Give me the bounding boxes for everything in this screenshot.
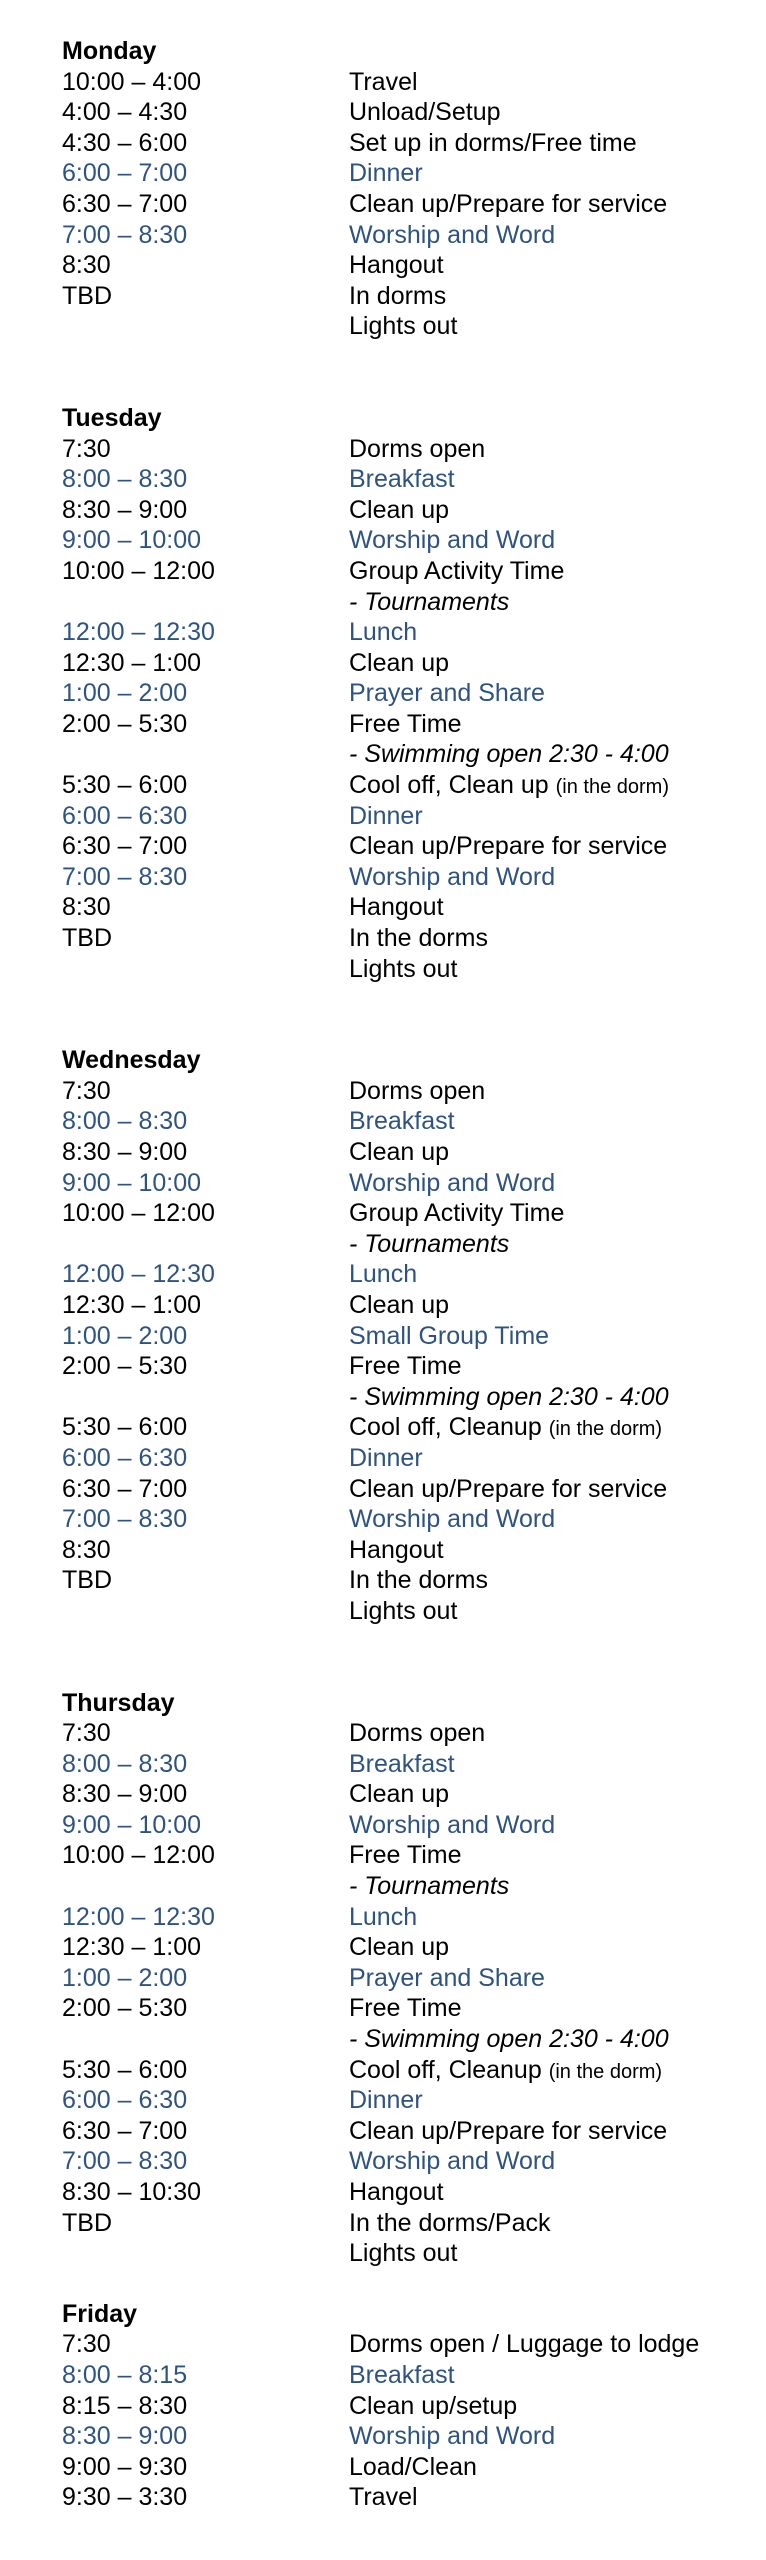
time-slot: 6:30 – 7:00 <box>62 832 188 861</box>
activity-label <box>349 1474 752 1505</box>
activity-text: Dinner <box>349 2086 423 2115</box>
activity-label <box>349 2055 752 2086</box>
time-slot: 10:00 – 12:00 <box>62 556 215 585</box>
time-slot: 1:00 – 2:00 <box>62 1321 188 1350</box>
schedule-row <box>62 1076 752 1107</box>
activity-label <box>349 1290 752 1321</box>
time-slot: 6:00 – 6:30 <box>62 2086 188 2115</box>
activity-text: Lunch <box>349 1902 418 1931</box>
time-slot: 7:00 – 8:30 <box>62 862 188 891</box>
activity-label <box>349 801 752 832</box>
activity-text: Clean up/Prepare for service <box>349 189 668 218</box>
activity-text: Unload/Setup <box>349 98 501 127</box>
activity-label <box>349 892 752 923</box>
activity-note <box>349 2024 752 2055</box>
schedule-row <box>62 1810 752 1841</box>
schedule-row <box>62 1382 752 1413</box>
time-slot: 9:00 – 9:30 <box>62 2452 188 2481</box>
schedule-row <box>62 1932 752 1963</box>
time-slot: 6:30 – 7:00 <box>62 1474 188 1503</box>
activity-label <box>349 1137 752 1168</box>
activity-text: - Tournaments <box>349 1872 510 1901</box>
activity-text: Travel <box>349 2483 418 2512</box>
activity-text: Prayer and Share <box>349 679 545 708</box>
schedule-document <box>62 36 752 2513</box>
activity-text: Small Group Time <box>349 1321 550 1350</box>
activity-text: Worship and Word <box>349 862 556 891</box>
time-slot: 2:00 – 5:30 <box>62 709 188 738</box>
schedule-row <box>62 1412 752 1443</box>
activity-text: Worship and Word <box>349 526 556 555</box>
time-slot <box>62 1596 349 1627</box>
activity-label <box>349 2360 752 2391</box>
activity-label <box>349 525 752 556</box>
time-slot: 7:30 <box>62 2330 111 2359</box>
schedule-row <box>62 2024 752 2055</box>
time-slot: 8:30 – 9:00 <box>62 1780 188 1809</box>
time-slot: 12:00 – 12:30 <box>62 1902 215 1931</box>
activity-label <box>349 311 752 342</box>
day-section-monday <box>62 36 752 342</box>
time-slot: 7:30 <box>62 434 111 463</box>
time-slot: TBD <box>62 2208 112 2237</box>
activity-aside: (in the dorm) <box>555 776 669 799</box>
schedule-row <box>62 1168 752 1199</box>
activity-label <box>349 495 752 526</box>
activity-text: Breakfast <box>349 2360 455 2389</box>
schedule-row <box>62 587 752 618</box>
activity-label <box>349 1351 752 1382</box>
schedule-row <box>62 2329 752 2360</box>
time-slot: TBD <box>62 924 112 953</box>
time-slot: 9:00 – 10:00 <box>62 526 202 555</box>
schedule-row <box>62 2482 752 2513</box>
time-slot: 10:00 – 12:00 <box>62 1841 215 1870</box>
activity-text: Clean up <box>349 1933 450 1962</box>
activity-text: Clean up/Prepare for service <box>349 1474 668 1503</box>
schedule-row <box>62 1504 752 1535</box>
activity-text: Clean up <box>349 1290 450 1319</box>
schedule-row <box>62 220 752 251</box>
activity-text: Lights out <box>349 1596 458 1625</box>
activity-text: - Swimming open 2:30 - 4:00 <box>349 740 669 769</box>
activity-text: Worship and Word <box>349 2422 556 2451</box>
activity-label <box>349 1810 752 1841</box>
activity-text: Group Activity Time <box>349 556 565 585</box>
day-section-thursday <box>62 1688 752 2269</box>
activity-text: - Tournaments <box>349 1229 510 1258</box>
activity-label <box>349 1535 752 1566</box>
activity-label <box>349 1963 752 1994</box>
time-slot: 7:00 – 8:30 <box>62 220 188 249</box>
activity-label <box>349 2085 752 2116</box>
activity-label <box>349 2421 752 2452</box>
activity-label <box>349 2177 752 2208</box>
schedule-row <box>62 1963 752 1994</box>
time-slot: 2:00 – 5:30 <box>62 1994 188 2023</box>
activity-label <box>349 2146 752 2177</box>
schedule-row <box>62 158 752 189</box>
schedule-row <box>62 1535 752 1566</box>
schedule-row <box>62 892 752 923</box>
activity-text: Worship and Word <box>349 1168 556 1197</box>
activity-label <box>349 770 752 801</box>
activity-label <box>349 1779 752 1810</box>
activity-label <box>349 617 752 648</box>
activity-label <box>349 1106 752 1137</box>
schedule-row <box>62 1259 752 1290</box>
schedule-row <box>62 1902 752 1933</box>
schedule-row <box>62 648 752 679</box>
time-slot: 9:00 – 10:00 <box>62 1810 202 1839</box>
activity-label <box>349 954 752 985</box>
schedule-row <box>62 495 752 526</box>
time-slot: 8:00 – 8:30 <box>62 1107 188 1136</box>
time-slot: 4:00 – 4:30 <box>62 98 188 127</box>
activity-text: - Swimming open 2:30 - 4:00 <box>349 1382 669 1411</box>
activity-aside: (in the dorm) <box>548 1418 663 1441</box>
activity-text: Hangout <box>349 1535 444 1564</box>
activity-label <box>349 1718 752 1749</box>
time-slot: 7:30 <box>62 1076 111 1105</box>
activity-label <box>349 1840 752 1871</box>
schedule-row <box>62 2208 752 2239</box>
activity-text: In the dorms <box>349 1566 488 1595</box>
time-slot: 6:00 – 6:30 <box>62 801 188 830</box>
activity-label <box>349 1932 752 1963</box>
schedule-row <box>62 97 752 128</box>
activity-label <box>349 1443 752 1474</box>
time-slot: 9:30 – 3:30 <box>62 2483 188 2512</box>
time-slot: TBD <box>62 281 112 310</box>
activity-label <box>349 250 752 281</box>
activity-text: Clean up <box>349 1138 450 1166</box>
activity-text: Dorms open <box>349 1719 486 1748</box>
schedule-row <box>62 2238 752 2269</box>
activity-text: Clean up <box>349 648 450 677</box>
time-slot: 8:30 – 9:00 <box>62 1138 188 1166</box>
day-heading: Friday <box>62 2299 138 2328</box>
time-slot <box>62 1871 349 1902</box>
activity-label <box>349 67 752 98</box>
schedule-row <box>62 2055 752 2086</box>
time-slot: 7:00 – 8:30 <box>62 2147 188 2176</box>
time-slot: 10:00 – 4:00 <box>62 67 202 96</box>
activity-note <box>349 1382 752 1413</box>
activity-label <box>349 1076 752 1107</box>
activity-aside: (in the dorm) <box>548 2060 663 2083</box>
time-slot: 5:30 – 6:00 <box>62 1413 188 1442</box>
activity-note <box>349 739 752 770</box>
schedule-row <box>62 2391 752 2422</box>
activity-label <box>349 1504 752 1535</box>
time-slot: 8:00 – 8:15 <box>62 2360 188 2389</box>
schedule-row <box>62 1229 752 1260</box>
activity-text: In dorms <box>349 281 447 310</box>
schedule-row <box>62 1474 752 1505</box>
time-slot: 6:30 – 7:00 <box>62 189 188 218</box>
activity-label <box>349 1412 752 1443</box>
time-slot <box>62 1229 349 1260</box>
time-slot: 12:00 – 12:30 <box>62 618 215 647</box>
activity-text: Lights out <box>349 2239 458 2268</box>
activity-text: Worship and Word <box>349 1505 556 1534</box>
schedule-row <box>62 2452 752 2483</box>
schedule-row <box>62 250 752 281</box>
schedule-row <box>62 128 752 159</box>
time-slot: 8:00 – 8:30 <box>62 465 188 494</box>
time-slot: 8:15 – 8:30 <box>62 2391 188 2420</box>
activity-label <box>349 678 752 709</box>
time-slot <box>62 954 349 985</box>
activity-label <box>349 189 752 220</box>
activity-text: Free Time <box>349 1841 462 1870</box>
time-slot: 1:00 – 2:00 <box>62 1963 188 1992</box>
activity-text: Hangout <box>349 251 444 280</box>
activity-label <box>349 1596 752 1627</box>
schedule-row <box>62 923 752 954</box>
schedule-row <box>62 2085 752 2116</box>
activity-label <box>349 1749 752 1780</box>
activity-text: Dinner <box>349 801 423 830</box>
activity-text: Cool off, Cleanup <box>349 2055 542 2084</box>
time-slot: 8:30 <box>62 1535 111 1564</box>
activity-text: Dorms open <box>349 434 486 463</box>
schedule-row <box>62 2177 752 2208</box>
activity-text: Free Time <box>349 1994 462 2023</box>
schedule-row <box>62 1198 752 1229</box>
time-slot: 5:30 – 6:00 <box>62 771 188 800</box>
schedule-row <box>62 770 752 801</box>
activity-text: Group Activity Time <box>349 1199 565 1228</box>
time-slot <box>62 1382 349 1413</box>
activity-label <box>349 97 752 128</box>
schedule-row <box>62 525 752 556</box>
activity-text: Set up in dorms/Free time <box>349 128 637 157</box>
activity-label <box>349 281 752 312</box>
activity-text: Prayer and Share <box>349 1963 545 1992</box>
activity-text: Breakfast <box>349 1107 455 1136</box>
activity-note <box>349 1229 752 1260</box>
time-slot: 8:30 – 10:30 <box>62 2178 202 2206</box>
activity-label <box>349 1259 752 1290</box>
activity-label <box>349 648 752 679</box>
schedule-row <box>62 1840 752 1871</box>
time-slot: 2:00 – 5:30 <box>62 1352 188 1381</box>
activity-note <box>349 587 752 618</box>
time-slot <box>62 739 349 770</box>
schedule-row <box>62 2421 752 2452</box>
activity-text: Lights out <box>349 954 458 983</box>
schedule-row <box>62 954 752 985</box>
schedule-row <box>62 1443 752 1474</box>
activity-text: Cool off, Clean up <box>349 771 549 800</box>
schedule-row <box>62 67 752 98</box>
time-slot: 10:00 – 12:00 <box>62 1199 215 1228</box>
schedule-row <box>62 862 752 893</box>
time-slot <box>62 2238 349 2269</box>
activity-text: Worship and Word <box>349 220 556 249</box>
activity-label <box>349 1993 752 2024</box>
schedule-row <box>62 1321 752 1352</box>
activity-text: In the dorms <box>349 924 488 953</box>
activity-label <box>349 831 752 862</box>
activity-label <box>349 2116 752 2147</box>
day-heading: Thursday <box>62 1688 175 1717</box>
activity-text: Lunch <box>349 1260 418 1289</box>
activity-text: In the dorms/Pack <box>349 2208 551 2237</box>
schedule-row <box>62 434 752 465</box>
time-slot: 8:00 – 8:30 <box>62 1749 188 1778</box>
activity-label <box>349 923 752 954</box>
activity-label <box>349 158 752 189</box>
activity-text: Free Time <box>349 1352 462 1381</box>
time-slot <box>62 311 349 342</box>
schedule-row <box>62 1871 752 1902</box>
time-slot <box>62 2024 349 2055</box>
activity-label <box>349 2238 752 2269</box>
activity-note <box>349 1871 752 1902</box>
schedule-row <box>62 2146 752 2177</box>
activity-text: - Swimming open 2:30 - 4:00 <box>349 2025 669 2054</box>
time-slot: 8:30 – 9:00 <box>62 495 188 524</box>
activity-text: Clean up/Prepare for service <box>349 832 668 861</box>
time-slot: 9:00 – 10:00 <box>62 1168 202 1197</box>
activity-label <box>349 1198 752 1229</box>
schedule-row <box>62 281 752 312</box>
time-slot: 12:00 – 12:30 <box>62 1260 215 1289</box>
activity-text: Clean up/setup <box>349 2391 518 2420</box>
activity-text: - Tournaments <box>349 587 510 616</box>
activity-label <box>349 2329 752 2360</box>
schedule-row <box>62 1351 752 1382</box>
activity-text: Load/Clean <box>349 2452 477 2481</box>
activity-label <box>349 862 752 893</box>
time-slot: 12:30 – 1:00 <box>62 1290 202 1319</box>
schedule-row <box>62 801 752 832</box>
schedule-row <box>62 1596 752 1627</box>
activity-text: Worship and Word <box>349 2147 556 2176</box>
activity-label <box>349 2452 752 2483</box>
activity-text: Lunch <box>349 618 418 647</box>
schedule-row <box>62 464 752 495</box>
schedule-row <box>62 1779 752 1810</box>
activity-text: Worship and Word <box>349 1810 556 1839</box>
schedule-row <box>62 1749 752 1780</box>
time-slot: 7:00 – 8:30 <box>62 1505 188 1534</box>
schedule-row <box>62 1718 752 1749</box>
activity-label <box>349 220 752 251</box>
time-slot: 6:00 – 7:00 <box>62 159 188 188</box>
day-section-wednesday <box>62 1045 752 1626</box>
time-slot: 7:30 <box>62 1719 111 1748</box>
activity-text: Lights out <box>349 312 458 341</box>
time-slot: TBD <box>62 1566 112 1595</box>
activity-label <box>349 464 752 495</box>
activity-text: Cool off, Cleanup <box>349 1413 542 1442</box>
time-slot: 12:30 – 1:00 <box>62 648 202 677</box>
activity-text: Hangout <box>349 893 444 922</box>
schedule-row <box>62 2116 752 2147</box>
time-slot <box>62 587 349 618</box>
day-heading: Tuesday <box>62 403 162 432</box>
time-slot: 1:00 – 2:00 <box>62 679 188 708</box>
time-slot: 8:30 <box>62 251 111 280</box>
time-slot: 8:30 <box>62 893 111 922</box>
activity-label <box>349 1168 752 1199</box>
activity-text: Free Time <box>349 709 462 738</box>
activity-text: Clean up <box>349 1780 450 1809</box>
schedule-row <box>62 189 752 220</box>
activity-text: Breakfast <box>349 1749 455 1778</box>
time-slot: 8:30 – 9:00 <box>62 2422 188 2451</box>
activity-label <box>349 2482 752 2513</box>
activity-label <box>349 2391 752 2422</box>
activity-text: Dorms open <box>349 1076 486 1105</box>
schedule-row <box>62 1993 752 2024</box>
time-slot: 4:30 – 6:00 <box>62 128 188 157</box>
activity-label <box>349 434 752 465</box>
day-section-tuesday <box>62 403 752 984</box>
day-heading: Monday <box>62 37 157 65</box>
schedule-row <box>62 1290 752 1321</box>
activity-text: Travel <box>349 67 418 96</box>
activity-text: Breakfast <box>349 465 455 494</box>
day-section-friday <box>62 2299 752 2513</box>
activity-text: Clean up/Prepare for service <box>349 2116 668 2145</box>
time-slot: 12:30 – 1:00 <box>62 1933 202 1962</box>
schedule-row <box>62 1106 752 1137</box>
schedule-row <box>62 617 752 648</box>
day-heading: Wednesday <box>62 1046 201 1075</box>
activity-text: Dorms open / Luggage to lodge <box>349 2330 700 2359</box>
activity-text: Clean up <box>349 495 450 524</box>
activity-text: Hangout <box>349 2178 444 2206</box>
schedule-row <box>62 1137 752 1168</box>
schedule-row <box>62 2360 752 2391</box>
activity-label <box>349 1321 752 1352</box>
activity-label <box>349 709 752 740</box>
time-slot: 6:00 – 6:30 <box>62 1443 188 1472</box>
schedule-row <box>62 556 752 587</box>
time-slot: 5:30 – 6:00 <box>62 2055 188 2084</box>
schedule-row <box>62 311 752 342</box>
activity-label <box>349 1565 752 1596</box>
activity-text: Dinner <box>349 159 423 188</box>
schedule-row <box>62 831 752 862</box>
activity-label <box>349 128 752 159</box>
activity-label <box>349 556 752 587</box>
schedule-row <box>62 1565 752 1596</box>
activity-label <box>349 2208 752 2239</box>
time-slot: 6:30 – 7:00 <box>62 2116 188 2145</box>
schedule-row <box>62 678 752 709</box>
activity-text: Dinner <box>349 1443 423 1472</box>
schedule-row <box>62 709 752 740</box>
schedule-row <box>62 739 752 770</box>
activity-label <box>349 1902 752 1933</box>
